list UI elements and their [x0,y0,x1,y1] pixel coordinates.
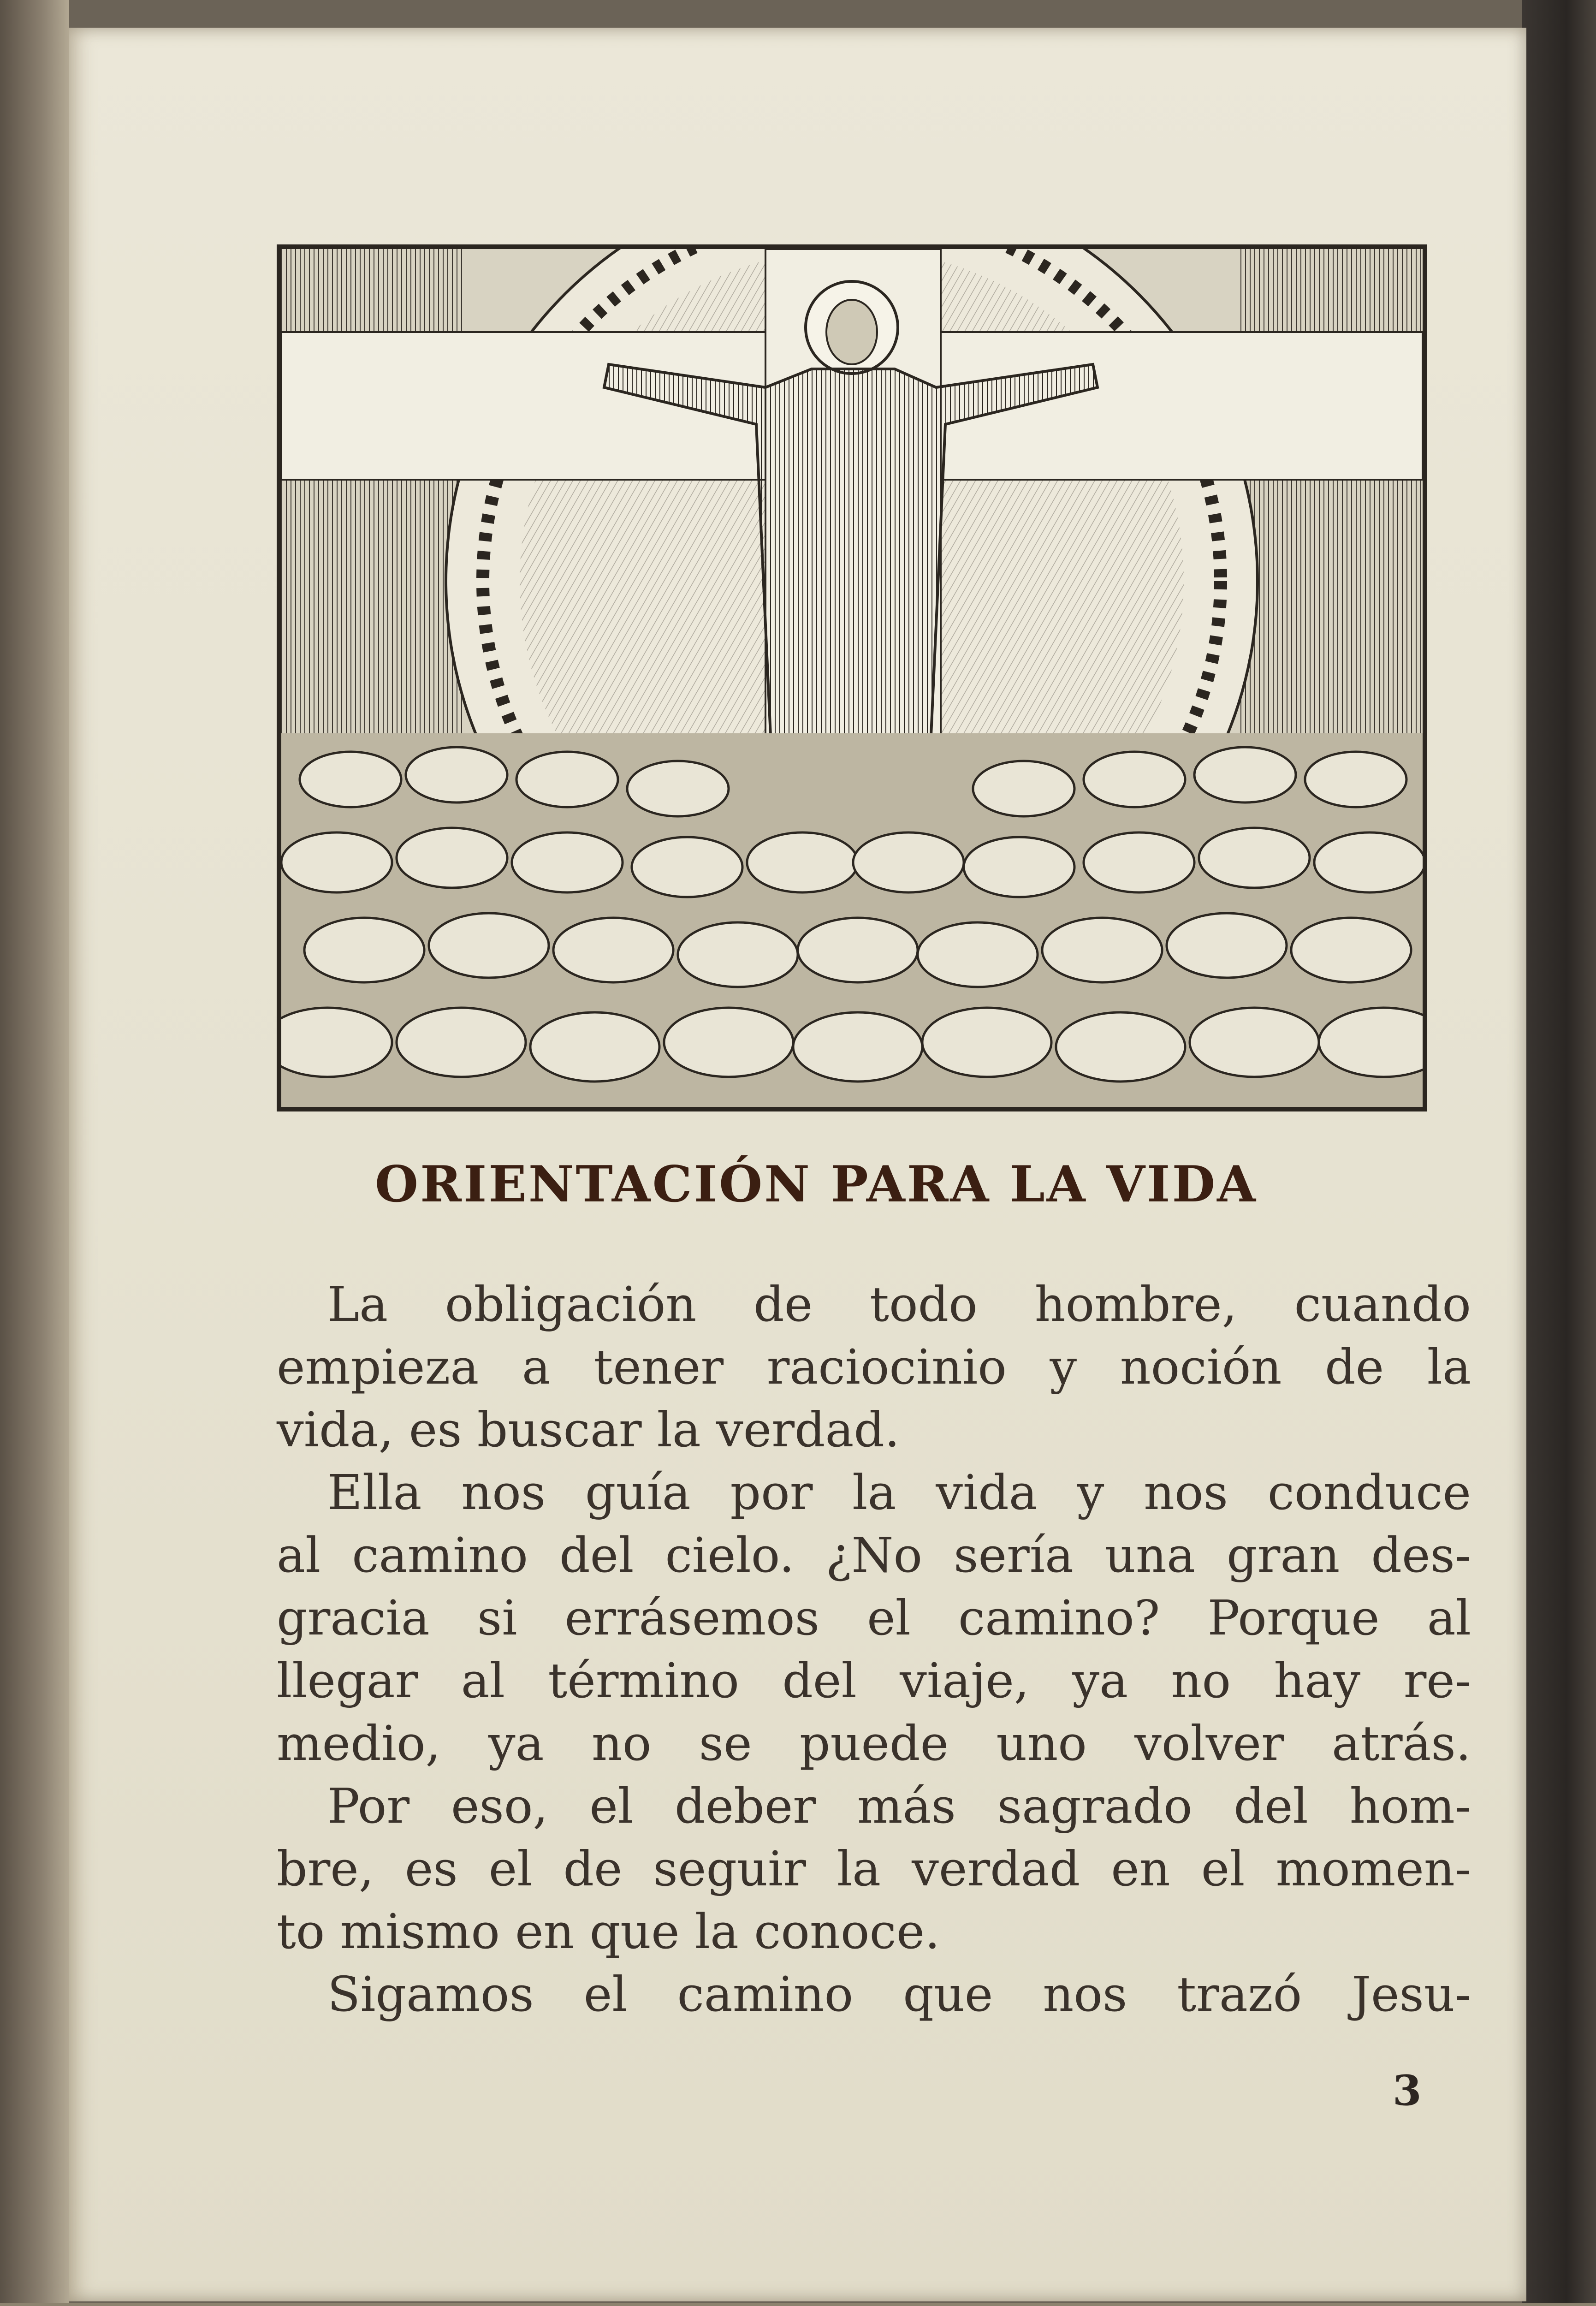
text-line: vida, es buscar la verdad. [277,1402,900,1458]
text-line: to mismo en que la conoce. [277,1903,940,1960]
text-line: gracia si errásemos el camino? Porque al [277,1590,1471,1646]
text-line: al camino del cielo. ¿No sería una gran des- [277,1527,1471,1583]
christ-engraving-icon [281,249,1423,1107]
chapter-heading: ORIENTACIÓN PARA LA VIDA [375,1155,1258,1213]
book-cover-right [1522,0,1596,2306]
text-line: llegar al término del viaje, ya no hay re- [277,1652,1471,1709]
page-number: 3 [1393,2066,1422,2115]
book-spine-left [0,0,69,2306]
text-line: medio, ya no se puede uno volver atrás. [277,1715,1471,1771]
text-line: Ella nos guía por la vida y nos conduce [327,1464,1471,1521]
text-line: La obligación de todo hombre, cuando [327,1276,1471,1332]
text-line: Sigamos el camino que nos trazó Jesu- [327,1966,1471,2022]
text-line: Por eso, el deber más sagrado del hom- [327,1778,1471,1834]
book-edge-bottom [0,2303,1596,2306]
text-line: empieza a tener raciocinio y noción de la [277,1339,1471,1395]
engraving-illustration [277,244,1427,1111]
text-line: bre, es el de seguir la verdad en el momen- [277,1841,1471,1897]
body-text [277,1273,1471,2026]
book-page [69,28,1526,2301]
